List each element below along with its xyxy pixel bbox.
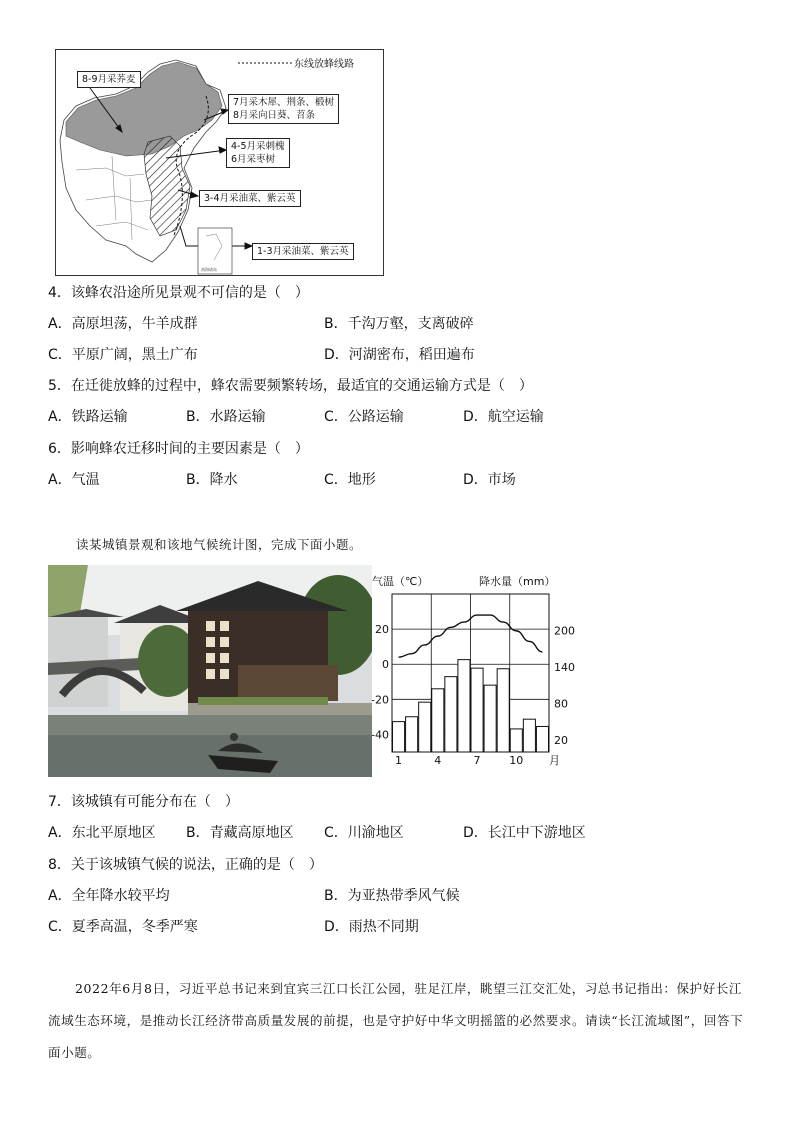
question-7-stem: 7．该城镇有可能分布在（ ） — [48, 794, 239, 810]
climate-chart-svg — [372, 570, 594, 770]
x-tick-label: 1 — [395, 754, 403, 767]
question-4-option-c[interactable]: C．平原广阔，黑土广布 — [48, 347, 198, 363]
question-4-stem: 4．该蜂农沿途所见景观不可信的是（ ） — [48, 285, 309, 301]
callout-jan-march — [252, 243, 354, 260]
callout-text: 6月采枣树 — [231, 154, 276, 165]
precipitation-bar — [393, 722, 405, 752]
callout-april-june — [226, 138, 290, 168]
svg-text:南海诸岛: 南海诸岛 — [201, 267, 217, 272]
town-photo-svg — [48, 565, 372, 777]
callout-text: 7月采木犀、荆条、椴树 — [233, 97, 335, 108]
y-left-tick-label: 0 — [382, 658, 389, 672]
question-5-option-a[interactable]: A．铁路运输 — [48, 409, 128, 425]
town-landscape-photo — [48, 565, 372, 777]
x-tick-label: 10 — [509, 754, 524, 767]
precipitation-bar — [471, 668, 483, 752]
precipitation-bar — [523, 719, 535, 752]
question-7-option-a[interactable]: A．东北平原地区 — [48, 825, 156, 841]
question-4-option-d[interactable]: D．河湖密布，稻田遍布 — [324, 347, 475, 363]
callout-text: 8-9月采荞麦 — [82, 74, 136, 85]
question-8-option-d[interactable]: D．雨热不同期 — [324, 919, 419, 935]
y-right-axis-label: 降水量（mm） — [479, 575, 556, 588]
question-5-option-d[interactable]: D．航空运输 — [463, 409, 544, 425]
question-5-stem: 5．在迁徙放蜂的过程中，蜂农需要频繁转场，最适宜的交通运输方式是（ ） — [48, 378, 533, 394]
x-axis-label: 月 — [549, 754, 560, 767]
precipitation-bar — [458, 660, 470, 752]
question-7-option-d[interactable]: D．长江中下游地区 — [463, 825, 586, 841]
question-5-option-b[interactable]: B．水路运输 — [186, 409, 266, 425]
question-8-option-b[interactable]: B．为亚热带季风气候 — [324, 888, 460, 904]
question-7-option-b[interactable]: B．青藏高原地区 — [186, 825, 294, 841]
question-6-option-a[interactable]: A．气温 — [48, 472, 100, 488]
precipitation-bar — [432, 689, 444, 752]
y-left-tick-label: -20 — [372, 693, 389, 707]
question-5-option-c[interactable]: C．公路运输 — [324, 409, 404, 425]
callout-july-august — [228, 94, 339, 124]
reading-passage: 2022年6月8日，习近平总书记来到宜宾三江口长江公园，驻足江岸，眺望三江交汇处，习总书记指出：保护好长江流域生态环境，是推动长江经济带高质量发展的前提，也是守护好中华文明摇篮的必然要求。请读“长江流域图”，回答下面小题。 — [48, 981, 744, 1060]
precipitation-bar — [406, 717, 418, 752]
precipitation-bar — [484, 685, 496, 752]
question-7-option-c[interactable]: C．川渝地区 — [324, 825, 404, 841]
question-4-option-b[interactable]: B．千沟万壑，支离破碎 — [324, 316, 474, 332]
x-tick-label: 7 — [473, 754, 481, 767]
precipitation-bar — [510, 729, 522, 752]
question-8-option-a[interactable]: A．全年降水较平均 — [48, 888, 170, 904]
callout-march-april — [199, 190, 301, 207]
question-8-stem: 8．关于该城镇气候的说法，正确的是（ ） — [48, 857, 323, 873]
precipitation-bar — [419, 702, 431, 752]
x-tick-label: 4 — [434, 754, 442, 767]
climate-chart — [372, 570, 594, 770]
precipitation-bars — [393, 660, 549, 752]
question-6-option-d[interactable]: D．市场 — [463, 472, 516, 488]
map-legend-label: 东线放蜂线路 — [294, 59, 354, 70]
y-right-tick-label: 200 — [554, 624, 575, 638]
callout-text: 8月采向日葵、苕条 — [233, 110, 316, 121]
question-6-option-c[interactable]: C．地形 — [324, 472, 376, 488]
callout-text: 4-5月采刺槐 — [231, 141, 285, 152]
china-beekeeping-route-map — [55, 49, 384, 276]
y-right-tick-label: 80 — [554, 697, 568, 711]
callout-text: 1-3月采油菜、紫云英 — [257, 246, 349, 257]
y-right-tick-label: 140 — [554, 660, 575, 674]
callout-text: 3-4月采油菜、紫云英 — [204, 193, 296, 204]
y-left-tick-label: -40 — [372, 728, 389, 742]
y-right-tick-label: 20 — [554, 733, 568, 747]
section-intro: 读某城镇景观和该地气候统计图，完成下面小题。 — [76, 537, 363, 552]
precipitation-bar — [536, 726, 548, 752]
question-8-option-c[interactable]: C．夏季高温，冬季严寒 — [48, 919, 198, 935]
callout-buckwheat — [77, 71, 141, 88]
y-left-tick-label: 20 — [375, 623, 389, 637]
question-6-stem: 6．影响蜂农迁移时间的主要因素是（ ） — [48, 441, 309, 457]
precipitation-bar — [497, 669, 509, 752]
question-4-option-a[interactable]: A．高原坦荡，牛羊成群 — [48, 316, 198, 332]
question-6-option-b[interactable]: B．降水 — [186, 472, 238, 488]
precipitation-bar — [445, 677, 457, 752]
y-left-axis-label: 气温（℃） — [372, 575, 429, 588]
